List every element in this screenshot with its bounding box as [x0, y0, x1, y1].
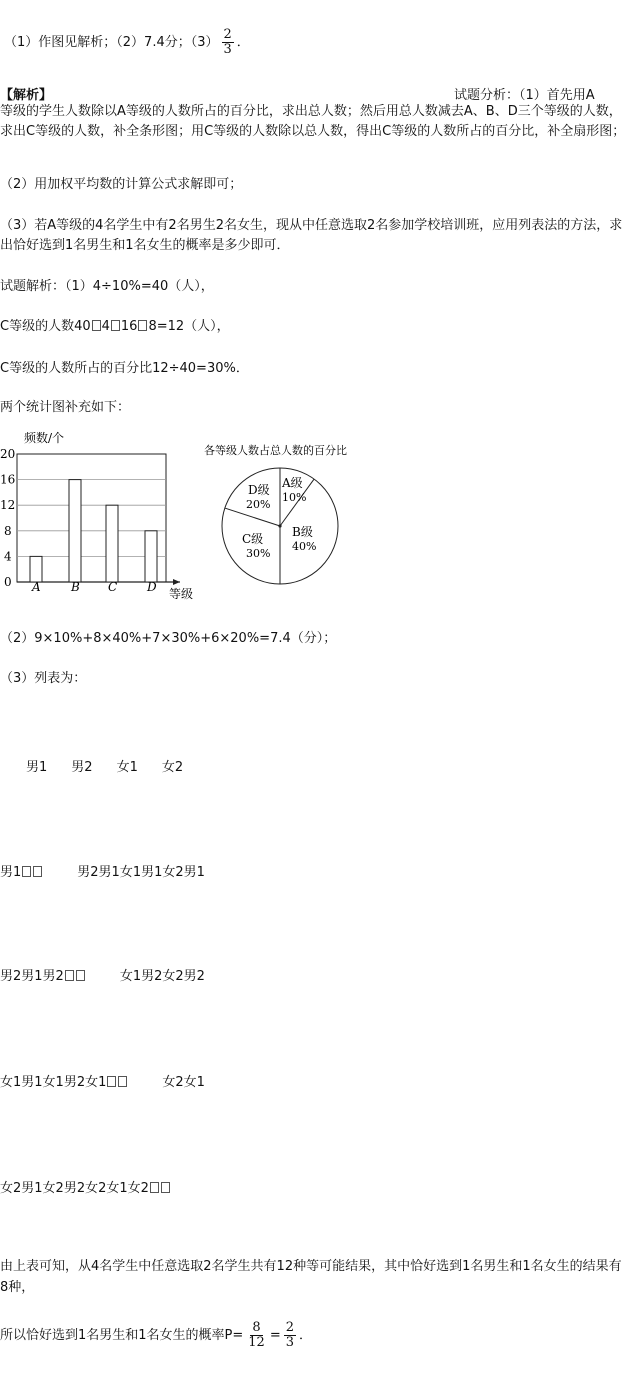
answer-part2: （2）7.4分； [116, 35, 191, 50]
prob-frac-den: 12 [248, 1335, 265, 1350]
conclusion-text: 所以恰好选到1名男生和1名女生的概率P= [0, 1328, 244, 1343]
pie-pct-a: 10% [282, 491, 307, 504]
garbled-glyph [22, 866, 31, 877]
table-cell: 女2男2 [42, 1181, 86, 1196]
analysis-right-head: 试题分析：（1）首先用A [454, 88, 595, 103]
answer-end: ． [236, 35, 250, 50]
y-tick-label: 4 [4, 549, 12, 564]
pie-chart-title: 各等级人数占总人数的百分比 [204, 444, 347, 457]
table-cell: 女2女1 [85, 1181, 128, 1196]
equals-sign: = [269, 1328, 281, 1343]
table-header-cell: 男1 [26, 760, 48, 775]
pie-center [278, 524, 281, 527]
table-cell: 女2男1 [162, 865, 205, 880]
table-cell: 女1男2 [42, 1075, 86, 1090]
bar-C [106, 505, 118, 582]
x-tick-label: C [108, 580, 118, 594]
bar-chart-ylabel: 频数/个 [24, 431, 65, 445]
x-tick-label: D [147, 580, 157, 594]
y-tick-label: 20 [0, 447, 16, 461]
pie-label-b: B级 [292, 525, 313, 539]
y-tick-label: 12 [0, 498, 16, 513]
solution-line3: C等级的人数所占的百分比12÷40=30%． [0, 361, 249, 376]
table-cell: 女1 [85, 1075, 107, 1090]
answer-frac-num: 2 [223, 27, 232, 42]
garbled-glyph [161, 1182, 170, 1193]
pie-slices [222, 468, 338, 584]
answer-line [4, 28, 250, 58]
answer-frac-den: 3 [223, 42, 232, 57]
conclusion-line2 [0, 1318, 312, 1354]
analysis-p3: （3）若A等级的4名学生中有2名男生2名女生，现从中任意选取2名参加学校培训班，应用列表法的方法，求出恰好选到1名男生和1名女生的概率是多少即可． [0, 218, 623, 253]
prob-frac-num: 8 [252, 1320, 261, 1335]
conclusion-line1: 由上表可知，从4名学生中任意选取2名学生共有12种等可能结果，其中恰好选到1名男生和1名女生的结果有8种， [0, 1259, 622, 1295]
garbled-glyph [33, 866, 42, 877]
solution-line2-a: C等级的人数40 [0, 319, 91, 334]
bar-D [145, 531, 157, 582]
table-header-cell: 女2 [161, 760, 184, 775]
table-cell: 女1男1 [0, 1075, 43, 1090]
pie-label-d: D级 [248, 483, 270, 497]
analysis-continuation: 等级的学生人数除以A等级的人数所占的百分比，求出总人数；然后用总人数减去A、B、D三个等级的人数，求出C等级的人数，补全条形图；用C等级的人数除以总人数，得出C等级的人数所占的百分比，补全扇形图； [0, 104, 626, 139]
analysis-p2: （2）用加权平均数的计算公式求解即可； [0, 177, 243, 192]
table-header-cell: 男2 [71, 760, 93, 775]
analysis-label: 【解析】 [0, 88, 53, 103]
solution-line2-b: 4 [101, 319, 110, 334]
table-cell: 男1 [0, 865, 22, 880]
bar-chart [0, 428, 205, 606]
table-header [26, 756, 183, 775]
table-cell: 女2 [127, 1181, 149, 1196]
answer-part1: （1）作图见解析； [4, 35, 117, 50]
table-header-cell: 女1 [116, 760, 138, 775]
pie-chart [200, 440, 370, 590]
solution-line2-d: 8=12（人）， [148, 319, 230, 334]
x-tick-label: B [71, 580, 80, 594]
x-axis-arrow [173, 579, 180, 585]
pie-pct-d: 20% [246, 498, 271, 511]
pie-label-a: A级 [282, 476, 303, 490]
simplified-fraction [284, 1321, 296, 1350]
table-cell: 男2男1 [0, 969, 43, 984]
bar-A [30, 556, 42, 582]
table-cell: 男2 [42, 969, 64, 984]
garbled-glyph [111, 320, 120, 331]
table-cell: 女2女1 [162, 1075, 205, 1090]
solution-line5: （2）9×10%+8×40%+7×30%+6×20%=7.4（分）； [0, 631, 337, 646]
probability-fraction [246, 1321, 267, 1350]
garbled-glyph [65, 970, 74, 981]
table-cell: 女2男2 [162, 969, 205, 984]
bar-B [69, 480, 81, 582]
table-row [0, 861, 205, 880]
simp-frac-den: 3 [285, 1335, 295, 1350]
garbled-glyph [150, 1182, 159, 1193]
conclusion-end: ． [299, 1328, 313, 1343]
garbled-glyph [118, 1076, 127, 1087]
solution-line4: 两个统计图补充如下： [0, 400, 131, 415]
table-row [0, 1071, 205, 1090]
solution-line6: （3）列表为： [0, 671, 87, 686]
garbled-glyph [76, 970, 85, 981]
table-cell: 女1男2 [119, 969, 163, 984]
table-row [0, 965, 205, 984]
y-tick-label: 8 [4, 523, 12, 538]
garbled-glyph [92, 320, 101, 331]
y-tick-label: 0 [4, 575, 12, 589]
table-cell: 女1男1 [119, 865, 163, 880]
y-tick-label: 16 [0, 472, 16, 487]
pie-label-c: C级 [242, 532, 264, 546]
answer-fraction [222, 28, 234, 57]
table-row [0, 1177, 171, 1196]
pie-pct-b: 40% [292, 540, 317, 553]
bar-chart-yticks [0, 447, 15, 589]
table-cell: 女2男1 [0, 1181, 43, 1196]
pie-pct-c: 30% [246, 547, 271, 560]
solution-line2-c: 16 [120, 319, 138, 334]
simp-frac-num: 2 [285, 1320, 295, 1335]
solution-line1: 试题解析：（1）4÷10%=40（人）， [0, 279, 214, 294]
garbled-glyph [107, 1076, 116, 1087]
answer-part3: （3） [190, 35, 219, 50]
bar-chart-xlabel: 等级 [169, 587, 194, 601]
garbled-glyph [138, 320, 147, 331]
table-cell: 男2男1 [77, 865, 120, 880]
solution-line2 [0, 315, 230, 334]
x-tick-label: A [32, 580, 41, 594]
